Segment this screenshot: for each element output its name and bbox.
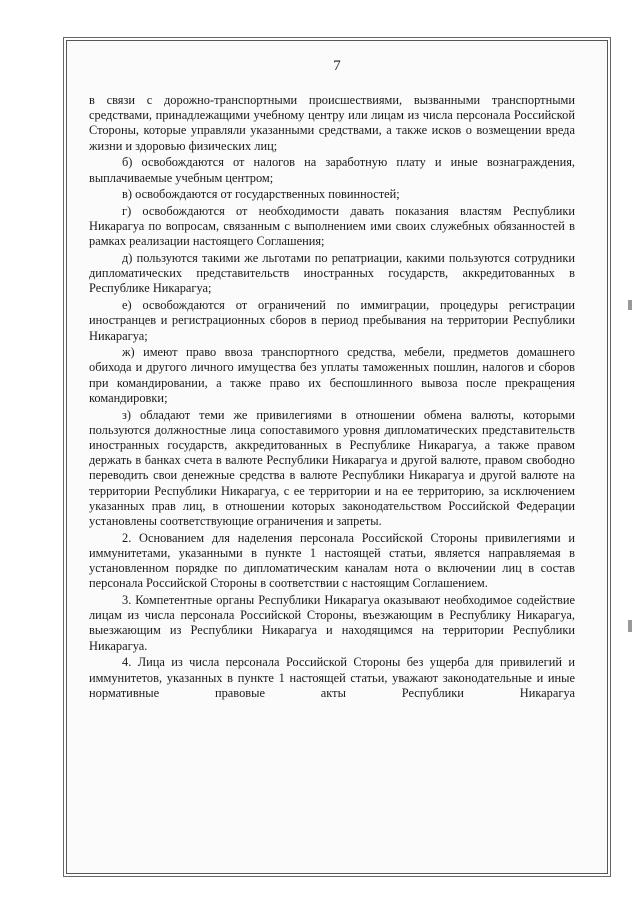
scan-edge-mark [628,620,632,632]
paragraph-item-b: б) освобождаются от налогов на заработную плату и иные вознаграждения, выплачиваемые учебным центром; [89,155,575,185]
scan-edge-mark [628,300,632,310]
page-frame [66,40,608,874]
paragraph-item-zh: ж) имеют право ввоза транспортного средства, мебели, предметов домашнего обихода и другого личного имущества без уплаты таможенных пошлин, налогов и сборов при командировании, а также право их беспошлинного вывоза после прекращения командировки; [89,345,575,405]
document-body [89,93,575,702]
paragraph-item-z: з) обладают теми же привилегиями в отношении обмена валюты, которыми пользуются должностные лица сопоставимого уровня дипломатических представительств иностранных государств, аккредитованных в Республике Никарагуа, а также правом держать в банках счета в валюте Республики Никарагуа и другой валюте, правом свободно переводить свои денежные средства в валюте Республики Никарагуа и другой валюте на территории Республики Никарагуа, с ее территории и на ее территорию, за исключением указанных прав лиц, в отношении которых законодательством Российской Федерации установлены соответствующие ограничения и запреты. [89,407,575,528]
paragraph-clause-4: 4. Лица из числа персонала Российской Стороны без ущерба для привилегий и иммунитетов, указанных в пункте 1 настоящей статьи, уважают законодательные и иные нормативные правовые акты Республики Никарагуа [89,655,575,700]
paragraph-clause-2: 2. Основанием для наделения персонала Российской Стороны привилегиями и иммунитетами, указанными в пункте 1 настоящей статьи, является направляемая в установленном порядке по дипломатическим каналам нота о включении лиц в состав персонала Российской Стороны в соответствии с настоящим Соглашением. [89,530,575,591]
paragraph-clause-3: 3. Компетентные органы Республики Никарагуа оказывают необходимое содействие лицам из числа персонала Российской Стороны, въезжающим в Республику Никарагуа, выезжающим из Республики Никарагуа и находящимся на территории Республики Никарагуа. [89,593,575,653]
paragraph-continuation: в связи с дорожно-транспортными происшествиями, вызванными транспортными средствами, принадлежащими учебному центру или лицам из числа персонала Российской Стороны, которые управляли указанными средствами, а также исков о возмещении вреда жизни и здоровью физических лиц; [89,93,575,153]
paragraph-item-v: в) освобождаются от государственных повинностей; [122,187,400,202]
paragraph-item-d: д) пользуются такими же льготами по репатриации, какими пользуются сотрудники дипломатических представительств иностранных государств, аккредитованных в Республике Никарагуа; [89,251,575,296]
paragraph-item-g: г) освобождаются от необходимости давать показания властям Республики Никарагуа по вопросам, связанным с выполнением ими своих служебных обязанностей в рамках реализации настоящего Соглашения; [89,203,575,249]
paragraph-item-e: е) освобождаются от ограничений по иммиграции, процедуры регистрации иностранцев и регистрационных сборов в период пребывания на территории Республики Никарагуа; [89,298,575,343]
page-number: 7 [333,58,341,74]
